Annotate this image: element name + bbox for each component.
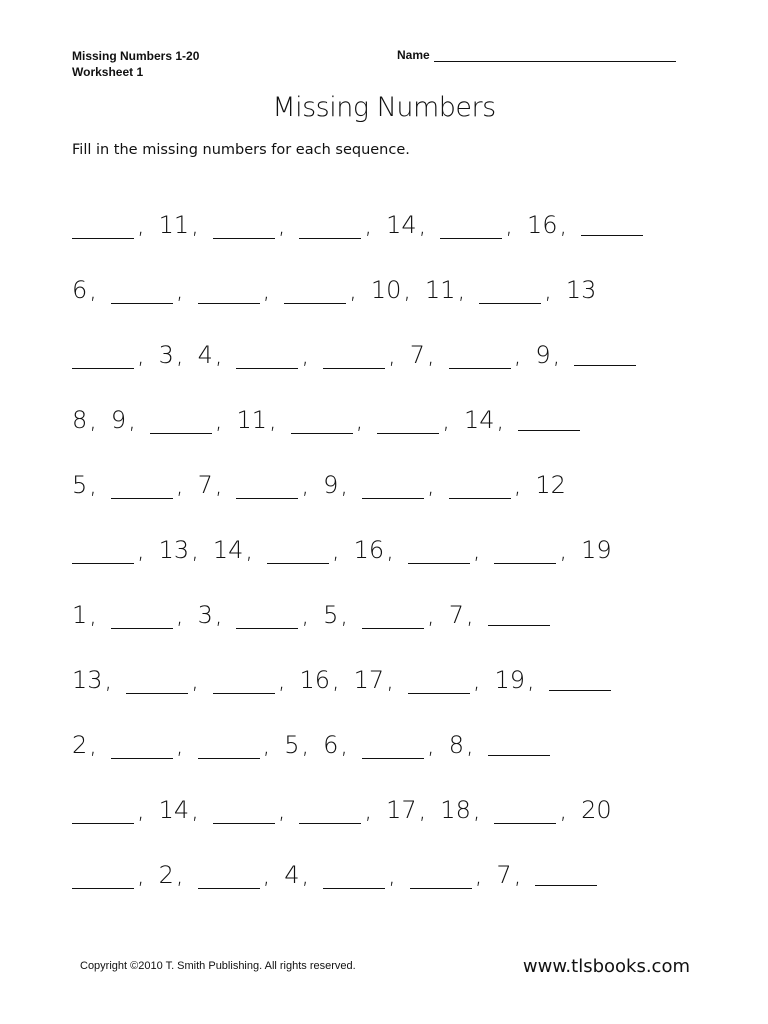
name-line[interactable] (434, 49, 676, 62)
sequence-number (159, 796, 199, 824)
blank-line[interactable] (574, 343, 636, 366)
comma: , (262, 275, 271, 304)
comma: , (214, 600, 223, 629)
comma: , (277, 210, 286, 239)
sequence-number (72, 601, 97, 629)
sequence-number (72, 731, 97, 759)
comma: , (277, 665, 286, 694)
sequence-number (323, 731, 348, 759)
blank-line[interactable] (111, 606, 173, 629)
number-text: 11 (236, 405, 268, 434)
answer-blank (410, 861, 483, 889)
comma: , (513, 340, 522, 369)
sequence-number (323, 471, 348, 499)
sequence-number (449, 601, 474, 629)
blank-line[interactable] (198, 281, 260, 304)
blank-line[interactable] (126, 671, 188, 694)
comma: , (214, 340, 223, 369)
answer-blank (72, 536, 145, 564)
blank-line[interactable] (111, 476, 173, 499)
number-text: 14 (158, 795, 190, 824)
comma: , (175, 470, 184, 499)
comma: , (89, 470, 97, 499)
comma: , (137, 535, 145, 564)
blank-line[interactable] (535, 863, 597, 886)
answer-blank (291, 406, 364, 434)
comma: , (505, 210, 513, 239)
number-text: 3 (158, 340, 174, 369)
name-field (397, 48, 676, 62)
number-text: 6 (72, 275, 88, 304)
worksheet-number: Worksheet 1 (72, 65, 144, 79)
number-text: 10 (370, 275, 402, 304)
comma: , (332, 665, 340, 694)
blank-line[interactable] (362, 606, 424, 629)
answer-blank (267, 536, 340, 564)
sequence-list (72, 192, 712, 907)
comma: , (427, 600, 435, 629)
copyright-text: Copyright ©2010 T. Smith Publishing. All rights reserved. (80, 960, 356, 972)
comma: , (442, 405, 450, 434)
sequence-number (496, 861, 521, 889)
blank-line[interactable] (72, 541, 134, 564)
sequence-number (111, 406, 136, 434)
sequence-number (72, 406, 97, 434)
number-text: 8 (72, 405, 88, 434)
comma: , (214, 470, 223, 499)
answer-blank (518, 408, 583, 431)
answer-blank (284, 276, 357, 304)
blank-line[interactable] (72, 866, 134, 889)
comma: , (465, 600, 474, 629)
comma: , (472, 535, 481, 564)
answer-blank (213, 796, 286, 824)
number-text: 11 (158, 210, 190, 239)
comma: , (427, 470, 435, 499)
blank-line[interactable] (479, 281, 541, 304)
number-text: 12 (535, 470, 566, 499)
blank-line[interactable] (408, 541, 470, 564)
comma: , (128, 405, 136, 434)
answer-blank (494, 796, 567, 824)
sequence-number (198, 341, 223, 369)
comma: , (349, 275, 357, 304)
page-title: Missing Numbers (272, 92, 496, 123)
blank-line[interactable] (291, 411, 353, 434)
blank-line[interactable] (213, 216, 275, 239)
answer-blank (479, 276, 552, 304)
sequence-number (299, 666, 339, 694)
number-text: 6 (323, 730, 339, 759)
comma: , (301, 860, 310, 889)
comma: , (191, 795, 199, 824)
blank-line[interactable] (299, 801, 361, 824)
number-text: 2 (158, 860, 174, 889)
sequence-number (535, 341, 560, 369)
number-text: 2 (72, 730, 88, 759)
number-text: 9 (323, 470, 339, 499)
comma: , (386, 665, 394, 694)
blank-line[interactable] (198, 736, 260, 759)
comma: , (364, 795, 373, 824)
number-text: 7 (496, 860, 512, 889)
answer-blank (488, 603, 553, 626)
instructions: Fill in the missing numbers for each sequence. (72, 142, 410, 158)
comma: , (89, 730, 97, 759)
comma: , (559, 210, 568, 239)
comma: , (340, 600, 349, 629)
number-text: 7 (409, 340, 426, 369)
sequence-number (72, 471, 97, 499)
number-text: 7 (448, 600, 464, 629)
comma: , (552, 340, 561, 369)
answer-blank (198, 276, 271, 304)
blank-line[interactable] (408, 671, 470, 694)
number-text: 5 (284, 730, 300, 759)
sequence-number (284, 861, 309, 889)
sequence-number (323, 601, 348, 629)
sequence-row (72, 257, 712, 322)
number-text: 13 (72, 665, 103, 694)
number-text: 13 (565, 275, 597, 304)
sequence-number (566, 276, 599, 304)
comma: , (214, 405, 223, 434)
sequence-number (425, 276, 465, 304)
answer-blank (111, 731, 184, 759)
number-text: 20 (581, 795, 612, 824)
number-text: 16 (299, 665, 331, 694)
answer-blank (72, 341, 145, 369)
blank-line[interactable] (150, 411, 212, 434)
comma: , (427, 340, 435, 369)
sequence-row (72, 517, 712, 582)
sequence-number (386, 211, 426, 239)
blank-line[interactable] (449, 346, 511, 369)
comma: , (340, 470, 349, 499)
sequence-number (410, 341, 435, 369)
number-text: 4 (284, 860, 300, 889)
comma: , (472, 665, 481, 694)
answer-blank (198, 731, 271, 759)
comma: , (418, 210, 427, 239)
answer-blank (362, 731, 435, 759)
blank-line[interactable] (549, 668, 611, 691)
comma: , (137, 210, 145, 239)
sequence-row (72, 842, 712, 907)
blank-line[interactable] (213, 671, 275, 694)
comma: , (364, 210, 373, 239)
answer-blank (323, 861, 396, 889)
comma: , (137, 340, 145, 369)
comma: , (301, 340, 310, 369)
answer-blank (72, 796, 145, 824)
blank-line[interactable] (198, 866, 260, 889)
comma: , (191, 535, 199, 564)
comma: , (418, 795, 427, 824)
sequence-number (159, 341, 184, 369)
comma: , (388, 340, 396, 369)
sequence-row (72, 387, 712, 452)
number-text: 16 (526, 210, 558, 239)
comma: , (245, 535, 254, 564)
comma: , (175, 340, 184, 369)
website-link[interactable]: www.tlsbooks.com (522, 956, 690, 977)
blank-line[interactable] (518, 408, 580, 431)
sequence-number (284, 731, 309, 759)
blank-line[interactable] (581, 213, 643, 236)
comma: , (355, 405, 364, 434)
number-text: 13 (158, 535, 190, 564)
blank-line[interactable] (236, 606, 298, 629)
answer-blank (236, 601, 309, 629)
number-text: 16 (353, 535, 385, 564)
sequence-number (198, 471, 223, 499)
comma: , (89, 275, 97, 304)
answer-blank (72, 211, 145, 239)
sequence-number (535, 471, 568, 499)
comma: , (465, 730, 474, 759)
comma: , (457, 275, 466, 304)
comma: , (191, 210, 199, 239)
number-text: 7 (197, 470, 213, 499)
comma: , (386, 535, 394, 564)
answer-blank (494, 536, 567, 564)
number-text: 5 (323, 600, 339, 629)
answer-blank (213, 666, 286, 694)
number-text: 14 (463, 405, 495, 434)
answer-blank (574, 343, 639, 366)
number-text: 19 (494, 665, 526, 694)
sequence-number (386, 796, 426, 824)
sequence-number (72, 276, 97, 304)
comma: , (301, 600, 310, 629)
comma: , (175, 730, 184, 759)
blank-line[interactable] (488, 733, 550, 756)
number-text: 8 (448, 730, 464, 759)
sequence-number (236, 406, 276, 434)
comma: , (269, 405, 277, 434)
number-text: 3 (197, 600, 213, 629)
comma: , (301, 470, 310, 499)
answer-blank (299, 211, 372, 239)
number-text: 11 (425, 275, 456, 304)
answer-blank (236, 471, 309, 499)
answer-blank (377, 406, 450, 434)
answer-blank (150, 406, 223, 434)
name-label: Name (397, 48, 430, 62)
sequence-row (72, 582, 712, 647)
answer-blank (449, 471, 522, 499)
comma: , (104, 665, 113, 694)
sequence-number (159, 861, 184, 889)
comma: , (527, 665, 535, 694)
sequence-number (213, 536, 253, 564)
sequence-row (72, 647, 712, 712)
answer-blank (111, 276, 184, 304)
answer-blank (236, 341, 309, 369)
number-text: 1 (72, 600, 88, 629)
sequence-number (159, 211, 199, 239)
comma: , (191, 665, 199, 694)
answer-blank (581, 213, 646, 236)
answer-blank (549, 668, 614, 691)
comma: , (277, 795, 286, 824)
blank-line[interactable] (236, 476, 298, 499)
blank-line[interactable] (410, 866, 472, 889)
blank-line[interactable] (449, 476, 511, 499)
comma: , (137, 860, 145, 889)
sequence-number (159, 536, 199, 564)
sequence-row (72, 322, 712, 387)
number-text: 17 (386, 795, 417, 824)
comma: , (175, 275, 184, 304)
sequence-number (371, 276, 411, 304)
comma: , (513, 470, 522, 499)
sequence-row (72, 452, 712, 517)
blank-line[interactable] (377, 411, 439, 434)
blank-line[interactable] (323, 346, 385, 369)
blank-line[interactable] (213, 801, 275, 824)
answer-blank (126, 666, 199, 694)
blank-line[interactable] (299, 216, 361, 239)
sequence-number (494, 666, 534, 694)
comma: , (544, 275, 552, 304)
comma: , (340, 730, 349, 759)
answer-blank (535, 863, 600, 886)
answer-blank (362, 601, 435, 629)
number-text: 5 (72, 470, 88, 499)
answer-blank (440, 211, 513, 239)
comma: , (403, 275, 412, 304)
sequence-row (72, 712, 712, 777)
blank-line[interactable] (488, 603, 550, 626)
answer-blank (111, 471, 184, 499)
worksheet-header (72, 48, 199, 80)
sequence-number (464, 406, 504, 434)
blank-line[interactable] (494, 541, 556, 564)
sequence-number (354, 536, 394, 564)
number-text: 9 (110, 405, 127, 434)
comma: , (474, 860, 483, 889)
number-text: 14 (386, 210, 417, 239)
answer-blank (362, 471, 435, 499)
sequence-number (449, 731, 474, 759)
answer-blank (408, 536, 481, 564)
sequence-number (581, 536, 614, 564)
sequence-row (72, 192, 712, 257)
blank-line[interactable] (236, 346, 298, 369)
sequence-number (198, 601, 223, 629)
answer-blank (323, 341, 396, 369)
comma: , (513, 860, 522, 889)
comma: , (388, 860, 396, 889)
comma: , (137, 795, 145, 824)
answer-blank (213, 211, 286, 239)
sequence-row (72, 777, 712, 842)
blank-line[interactable] (494, 801, 556, 824)
answer-blank (449, 341, 522, 369)
blank-line[interactable] (72, 346, 134, 369)
number-text: 19 (581, 535, 612, 564)
blank-line[interactable] (323, 866, 385, 889)
blank-line[interactable] (72, 801, 134, 824)
answer-blank (488, 733, 553, 756)
comma: , (496, 405, 505, 434)
number-text: 17 (353, 665, 385, 694)
comma: , (89, 405, 97, 434)
sequence-number (581, 796, 614, 824)
answer-blank (408, 666, 481, 694)
answer-blank (72, 861, 145, 889)
comma: , (89, 600, 97, 629)
number-text: 9 (535, 340, 551, 369)
number-text: 18 (440, 795, 471, 824)
comma: , (559, 795, 568, 824)
number-text: 4 (197, 340, 213, 369)
answer-blank (299, 796, 372, 824)
answer-blank (198, 861, 271, 889)
blank-line[interactable] (284, 281, 346, 304)
comma: , (175, 600, 184, 629)
comma: , (472, 795, 481, 824)
blank-line[interactable] (111, 736, 173, 759)
answer-blank (111, 601, 184, 629)
subject-label: Missing Numbers 1-20 (72, 49, 200, 63)
blank-line[interactable] (440, 216, 502, 239)
sequence-number (440, 796, 480, 824)
comma: , (175, 860, 184, 889)
blank-line[interactable] (111, 281, 173, 304)
sequence-number (72, 666, 112, 694)
comma: , (332, 535, 340, 564)
blank-line[interactable] (267, 541, 329, 564)
blank-line[interactable] (362, 476, 424, 499)
comma: , (559, 535, 568, 564)
sequence-number (354, 666, 394, 694)
number-text: 14 (212, 535, 244, 564)
comma: , (262, 860, 271, 889)
comma: , (427, 730, 435, 759)
comma: , (262, 730, 271, 759)
comma: , (301, 730, 310, 759)
blank-line[interactable] (72, 216, 134, 239)
sequence-number (527, 211, 567, 239)
blank-line[interactable] (362, 736, 424, 759)
